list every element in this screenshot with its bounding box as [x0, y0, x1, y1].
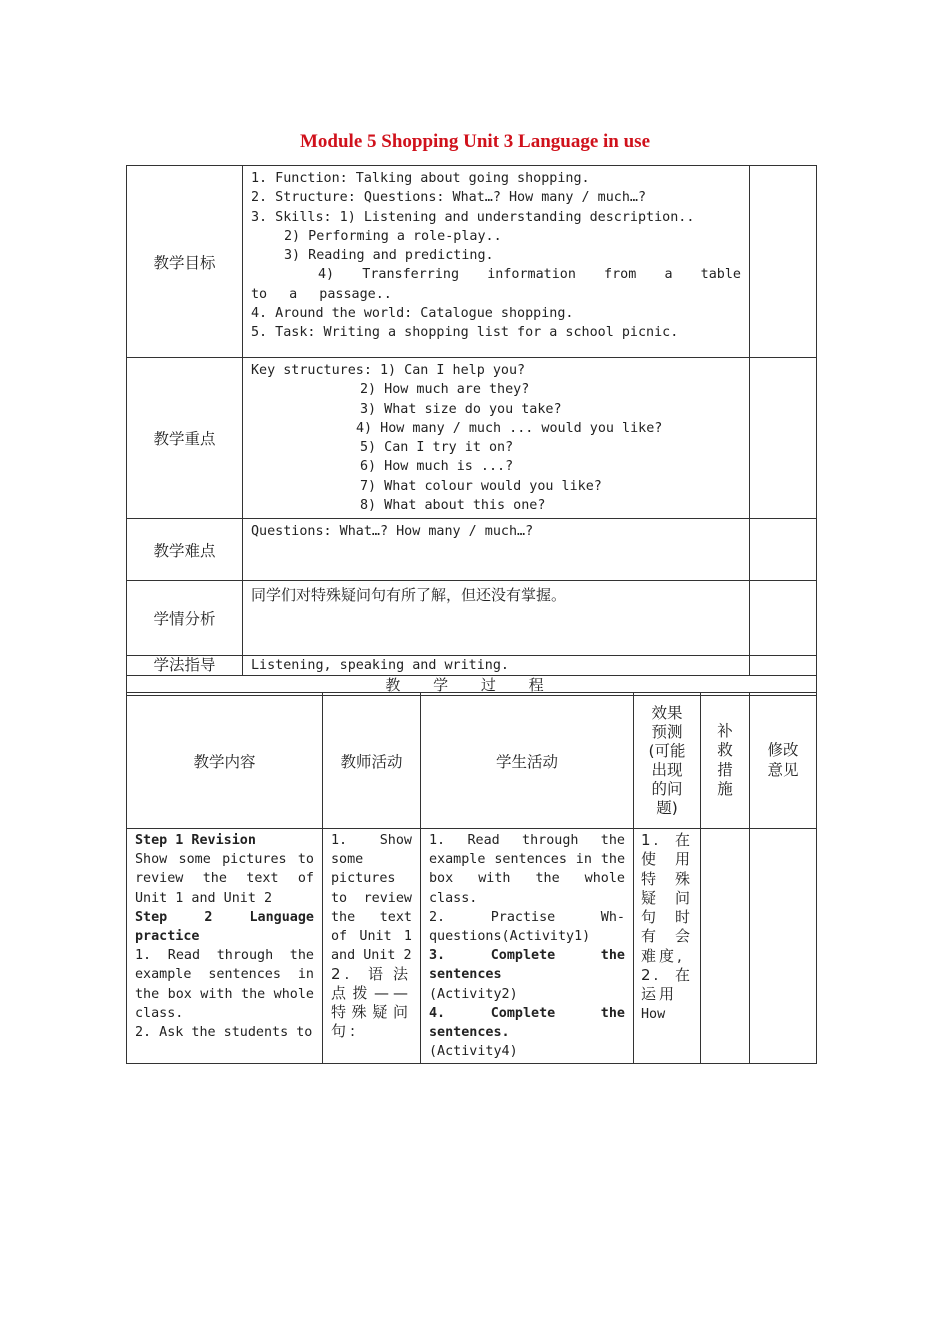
key-point-item: 2) How much are they? — [360, 382, 530, 398]
objective-line: 3) Reading and predicting. — [284, 248, 494, 264]
key-point-item: 5) Can I try it on? — [360, 440, 514, 456]
objective-line: 1. Function: Talking about going shopping. — [251, 171, 590, 186]
key-points-label: 教学重点 — [127, 358, 243, 519]
process-header-row — [127, 693, 817, 829]
remarks-cell — [750, 581, 817, 656]
step1-title: Step 1 Revision — [135, 833, 256, 848]
process-heading: 教 学 过 程 — [127, 676, 817, 696]
method-text: Listening, speaking and writing. — [243, 656, 750, 676]
content-item: 1. Read through the example sentences in the box with the whole class. — [135, 948, 314, 1021]
key-points-intro: Key structures: 1) Can I help you? — [251, 363, 526, 378]
objective-line: 3. Skills: 1) Listening and understanding description.. — [251, 209, 695, 225]
effect-text: 2. 在运用 — [641, 966, 693, 1004]
difficulties-text: Questions: What…? How many / much…? — [243, 519, 750, 581]
teacher-cell — [323, 829, 421, 1064]
key-point-item: 8) What about this one? — [360, 498, 546, 514]
column-header: 学生活动 — [421, 693, 634, 829]
key-point-item: 7) What colour would you like? — [360, 478, 602, 494]
objective-line: 2. Structure: Questions: What…? How many / much…? — [251, 190, 647, 206]
teacher-item: 1. Show some pictures to review the text of Unit 1 and Unit 2 — [331, 833, 412, 964]
remedy-cell — [701, 829, 750, 1064]
analysis-text: 同学们对特殊疑问句有所了解，但还没有掌握。 — [243, 581, 750, 656]
objectives-content — [243, 166, 750, 358]
student-item: 2. Practise Wh-questions(Activity1) — [429, 909, 625, 945]
page-title: Module 5 Shopping Unit 3 Language in use — [299, 131, 650, 152]
step1-text: Show some pictures to review the text of Unit 1 and Unit 2 — [135, 852, 314, 906]
student-item: 4. Complete the sentences. — [429, 1005, 625, 1041]
process-table — [126, 692, 817, 1064]
student-item: (Activity4) — [429, 1044, 518, 1060]
effect-tail: How — [641, 1006, 666, 1022]
column-header: 教师活动 — [323, 693, 421, 829]
student-cell — [421, 829, 634, 1064]
analysis-row — [127, 581, 817, 656]
key-points-row — [127, 358, 817, 519]
student-item: 1. Read through the example sentences in the box with the whole class. — [429, 833, 625, 906]
method-label: 学法指导 — [127, 656, 243, 676]
content-item: 2. Ask the students to — [135, 1025, 313, 1041]
analysis-label: 学情分析 — [127, 581, 243, 656]
step2-title: Step 2 Language practice — [135, 909, 314, 945]
student-item: (Activity2) — [429, 986, 518, 1002]
remarks-cell — [750, 358, 817, 519]
key-points-content — [243, 358, 750, 519]
objective-line: 4) Transferring information from a table to a passage.. — [251, 267, 741, 302]
column-header: 修改意见 — [750, 693, 817, 829]
plan-table — [126, 165, 817, 696]
remarks-cell — [750, 656, 817, 676]
objective-line: 4. Around the world: Catalogue shopping. — [251, 306, 574, 322]
content-cell — [127, 829, 323, 1064]
key-point-item: 6) How much is ...? — [360, 459, 514, 475]
key-point-item: 4) How many / much ... would you like? — [356, 420, 663, 436]
key-point-item: 3) What size do you take? — [360, 401, 562, 417]
remarks-cell — [750, 519, 817, 581]
objective-line: 2) Performing a role-play.. — [284, 228, 502, 244]
objective-line: 5. Task: Writing a shopping list for a school picnic. — [251, 325, 679, 341]
student-item: 3. Complete the sentences — [429, 948, 625, 983]
difficulties-label: 教学难点 — [127, 519, 243, 581]
method-row — [127, 656, 817, 676]
column-header: 补救措施 — [701, 693, 750, 829]
column-header: 效果预测(可能出现的问题) — [634, 693, 701, 829]
objectives-row — [127, 166, 817, 358]
teacher-item: 2. 语法点拨——特殊疑问句: — [331, 965, 412, 1041]
difficulties-row — [127, 519, 817, 581]
revision-cell — [750, 829, 817, 1064]
process-body-row — [127, 829, 817, 1064]
remarks-cell — [750, 166, 817, 358]
effect-cell — [634, 829, 701, 1064]
column-header: 教学内容 — [127, 693, 323, 829]
objectives-label: 教学目标 — [127, 166, 243, 358]
effect-text: 1. 在使用特殊疑问句时有会难度, — [641, 831, 693, 965]
